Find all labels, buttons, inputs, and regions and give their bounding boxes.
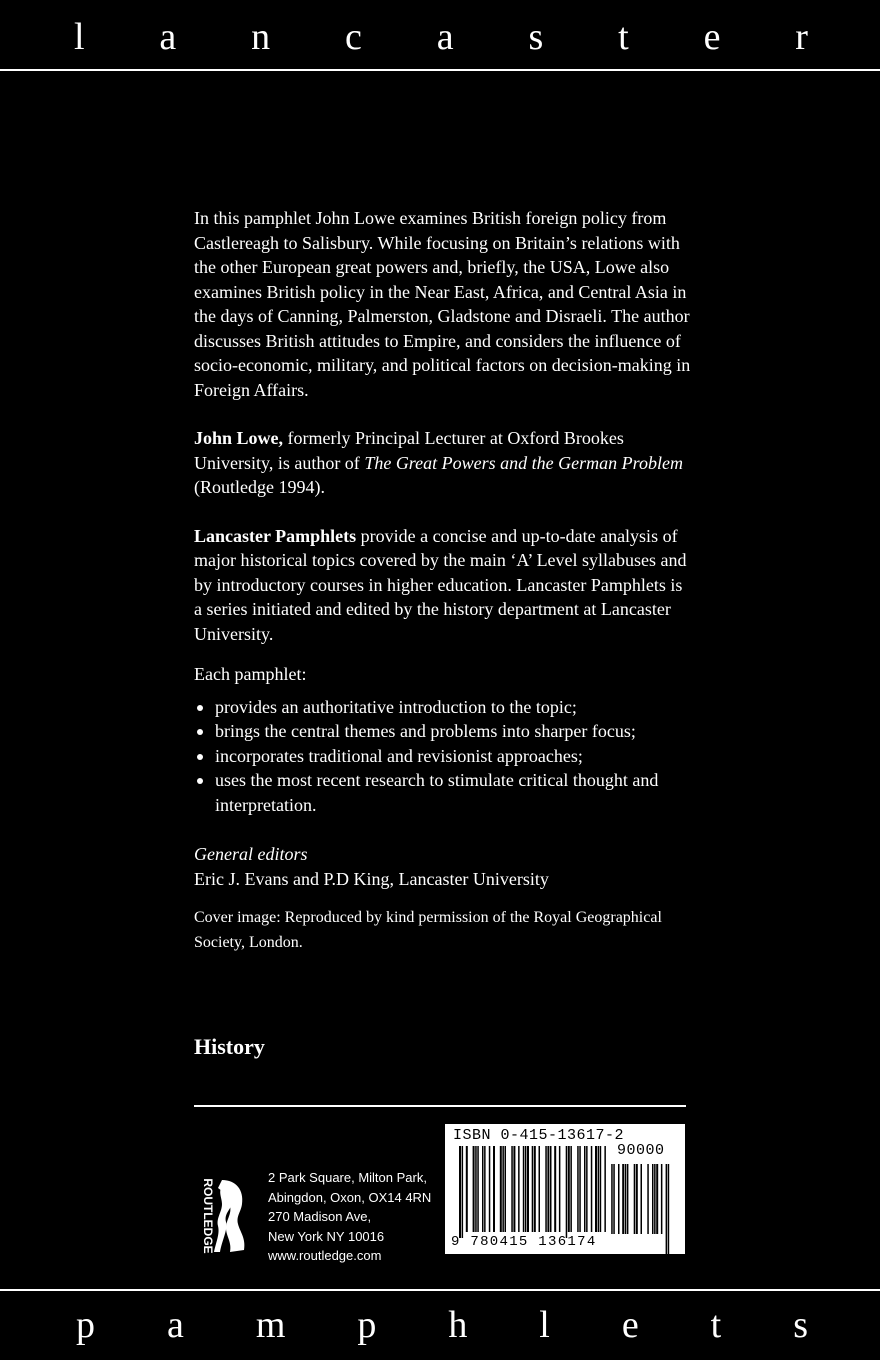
cover-credit: Cover image: Reproduced by kind permission of the Royal Geographical Society, London. xyxy=(194,909,662,951)
book-title: The Great Powers and the German Problem xyxy=(364,452,683,473)
subject-divider xyxy=(194,1105,686,1107)
bottom-divider xyxy=(0,1289,880,1291)
barcode-bar xyxy=(513,1146,515,1232)
barcode-bar xyxy=(656,1164,658,1234)
series-letter: m xyxy=(255,1304,286,1346)
barcode-bar xyxy=(505,1146,507,1232)
series-letter: s xyxy=(793,1304,808,1346)
barcode-bar xyxy=(462,1146,464,1238)
logo-wordmark: ROUTLEDGE xyxy=(201,1178,215,1254)
barcode-bar xyxy=(586,1146,588,1232)
barcode-bar xyxy=(475,1146,477,1232)
barcode-bar xyxy=(493,1146,495,1232)
routledge-logo-icon xyxy=(192,1178,248,1254)
series-letter: e xyxy=(703,16,721,58)
barcode-bar xyxy=(545,1146,547,1232)
series-letter: e xyxy=(621,1304,639,1346)
series-name: Lancaster Pamphlets xyxy=(194,525,357,546)
series-letter: r xyxy=(795,16,808,58)
barcode-bar xyxy=(466,1146,468,1232)
barcode-bar xyxy=(622,1164,624,1234)
series-letter: t xyxy=(710,1304,722,1346)
barcode-bar xyxy=(459,1146,461,1238)
address-line: New York NY 10016 xyxy=(268,1228,385,1244)
barcode-bar xyxy=(566,1146,568,1238)
series-letter: h xyxy=(448,1304,468,1346)
feature-list xyxy=(194,695,694,818)
series-letter: n xyxy=(251,16,271,58)
list-item: brings the central themes and problems into sharper focus; xyxy=(194,719,694,744)
barcode-bar xyxy=(591,1146,593,1232)
barcode-bar xyxy=(625,1164,627,1234)
series-letter: s xyxy=(528,16,544,58)
address-line: 270 Madison Ave, xyxy=(268,1209,372,1224)
barcode-bar xyxy=(484,1146,486,1232)
address-line: Abingdon, Oxon, OX14 4RN xyxy=(268,1189,432,1205)
barcode-bar xyxy=(618,1164,620,1234)
barcode-bar xyxy=(577,1146,579,1232)
isbn-text: ISBN 0-415-13617-2 xyxy=(453,1127,625,1144)
author-text-1: formerly Principal Lecturer at Oxford Brookes University, is author of xyxy=(194,428,624,473)
author-text-2: (Routledge 1994). xyxy=(194,477,325,497)
address-line: 2 Park Square, Milton Park, xyxy=(268,1170,427,1185)
barcode-bar xyxy=(502,1146,504,1232)
barcode-bar xyxy=(477,1146,479,1232)
barcode-bar xyxy=(500,1146,502,1232)
subject-label: History xyxy=(194,1034,265,1059)
series-letter: t xyxy=(618,16,629,58)
top-divider xyxy=(0,69,880,71)
series-title-top xyxy=(0,18,880,56)
barcode-bar xyxy=(641,1164,643,1234)
barcode-bar xyxy=(611,1164,613,1234)
barcode-digits: 9 780415 136174 xyxy=(451,1234,597,1250)
barcode-bar xyxy=(570,1146,572,1232)
barcode-bar xyxy=(600,1146,602,1232)
barcode-bar xyxy=(534,1146,536,1232)
series-letter: c xyxy=(345,16,362,58)
barcode-bar xyxy=(666,1164,668,1254)
barcode-bar xyxy=(489,1146,491,1232)
barcode-bar xyxy=(511,1146,513,1232)
barcode-addon: 90000 xyxy=(617,1142,665,1159)
series-title-bottom xyxy=(0,1306,880,1344)
series-text: provide a concise and up-to-date analysis of major historical topics covered by the main ‘A’ Level syllabuses and by introductory courses in higher education. Lancaster Pamphlets is a series initiated and edited by the history department at Lancaster University. xyxy=(194,525,687,644)
series-letter: a xyxy=(166,1304,184,1346)
barcode-bar xyxy=(627,1164,629,1234)
barcode-bar xyxy=(652,1164,654,1234)
barcode-bar xyxy=(554,1146,556,1232)
series-letter: a xyxy=(159,16,177,58)
publisher-url: www.routledge.com xyxy=(268,1248,382,1263)
series-letter: l xyxy=(539,1304,550,1346)
barcode-bar xyxy=(525,1146,527,1232)
barcode-bar xyxy=(584,1146,586,1232)
barcode-bar xyxy=(613,1164,615,1234)
barcode-bar xyxy=(547,1146,549,1232)
barcode-bar xyxy=(482,1146,484,1232)
editors-label: General editors xyxy=(194,844,308,864)
series-paragraph xyxy=(194,524,694,647)
barcode-bar xyxy=(654,1164,656,1234)
barcode-bar xyxy=(636,1164,638,1234)
barcode-bar xyxy=(661,1164,663,1234)
barcode-bar xyxy=(523,1146,525,1232)
barcode-bar xyxy=(532,1146,534,1232)
barcode-bar xyxy=(527,1146,529,1232)
barcode-bar xyxy=(595,1146,597,1232)
barcode-bar xyxy=(579,1146,581,1232)
editors-names: Eric J. Evans and P.D King, Lancaster University xyxy=(194,868,549,889)
list-item: provides an authoritative introduction to the topic; xyxy=(194,695,694,720)
isbn-barcode xyxy=(445,1124,685,1254)
barcode-bar xyxy=(559,1146,561,1232)
barcode-bar xyxy=(634,1164,636,1234)
series-letter: l xyxy=(74,16,85,58)
series-letter: p xyxy=(357,1304,377,1346)
author-paragraph xyxy=(194,426,694,500)
barcode-bar xyxy=(539,1146,541,1232)
author-name: John Lowe, xyxy=(194,428,284,448)
each-pamphlet-label: Each pamphlet: xyxy=(194,664,307,684)
barcode-bar xyxy=(550,1146,552,1232)
series-letter: p xyxy=(76,1304,95,1346)
barcode-bar xyxy=(473,1146,475,1232)
list-item: uses the most recent research to stimulate critical thought and interpretation. xyxy=(194,768,694,817)
barcode-bar xyxy=(518,1146,520,1232)
barcode-bar xyxy=(647,1164,649,1234)
intro-paragraph: In this pamphlet John Lowe examines British foreign policy from Castlereagh to Salisbury. While focusing on Britain’s relations with the other European great powers and, briefly, the USA, Lowe also examines British policy in the Near East, Africa, and Central Asia in the days of Canning, Palmerston, Gladstone and Disraeli. The author discusses British attitudes to Empire, and considers the influence of socio-economic, military, and political factors on decision-making in Foreign Affairs. xyxy=(194,208,691,400)
barcode-bar xyxy=(668,1164,670,1254)
barcode-bar xyxy=(598,1146,600,1232)
barcode-bar xyxy=(604,1146,606,1232)
barcode-bar xyxy=(568,1146,570,1232)
series-letter: a xyxy=(436,16,454,58)
back-cover-text xyxy=(194,206,694,955)
list-item: incorporates traditional and revisionist approaches; xyxy=(194,744,694,769)
publisher-address xyxy=(268,1168,431,1266)
